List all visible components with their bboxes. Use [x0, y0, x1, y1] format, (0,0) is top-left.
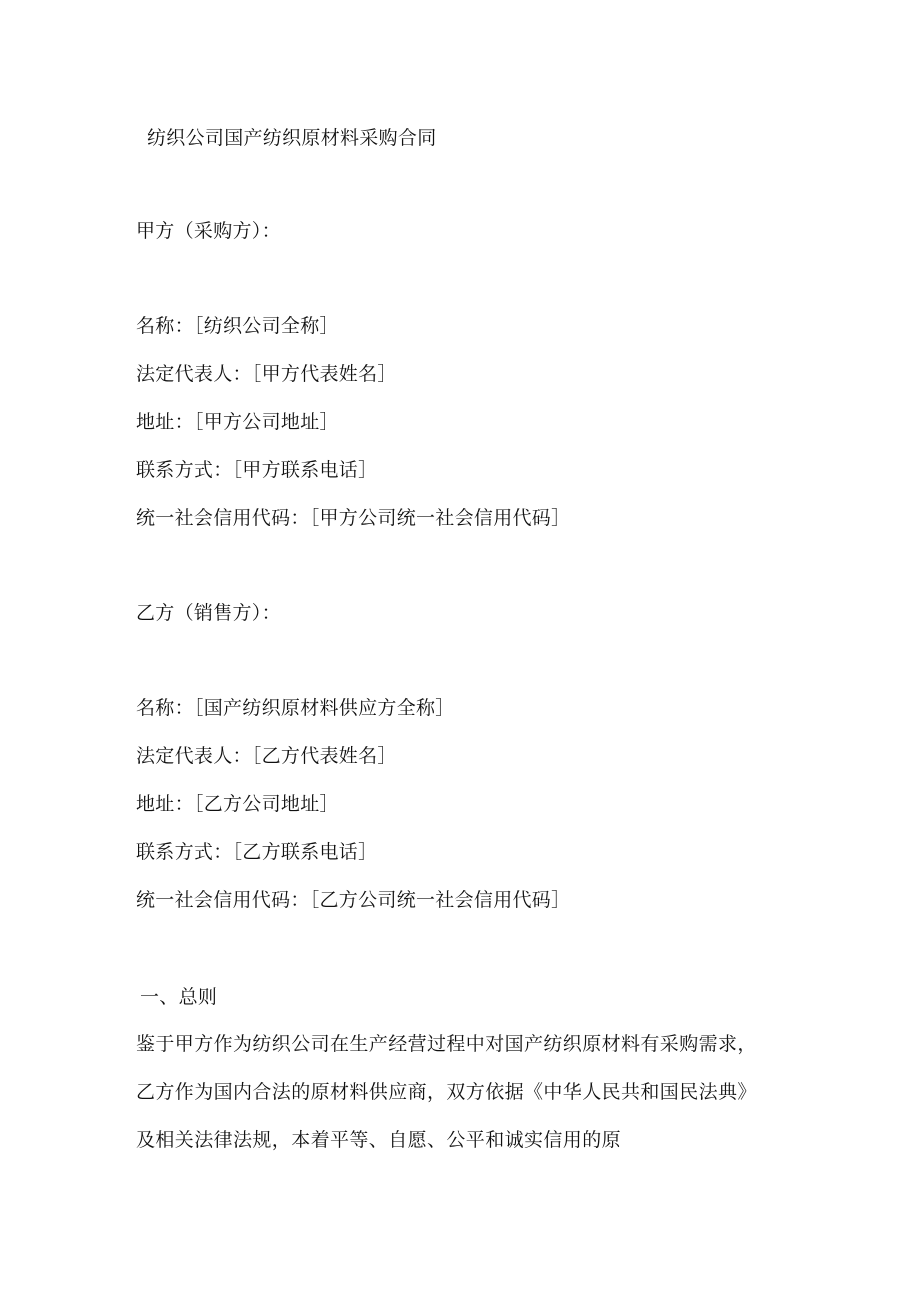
party-b-name: 名称：［国产纺织原材料供应方全称］ — [136, 697, 455, 719]
party-a-heading: 甲方（采购方）： — [136, 220, 281, 242]
party-a-contact: 联系方式：［甲方联系电话］ — [136, 459, 378, 481]
party-a-credit-code: 统一社会信用代码：［甲方公司统一社会信用代码］ — [136, 507, 571, 529]
section-1-heading: 一、总则 — [140, 986, 218, 1008]
party-b-credit-code: 统一社会信用代码：［乙方公司统一社会信用代码］ — [136, 889, 571, 911]
party-a-name: 名称：［纺织公司全称］ — [136, 315, 339, 337]
party-a-representative: 法定代表人：［甲方代表姓名］ — [136, 363, 397, 385]
party-b-address: 地址：［乙方公司地址］ — [136, 793, 339, 815]
document-title: 纺织公司国产纺织原材料采购合同 — [147, 127, 437, 149]
party-b-contact: 联系方式：［乙方联系电话］ — [136, 841, 378, 863]
party-a-address: 地址：［甲方公司地址］ — [136, 411, 339, 433]
party-b-heading: 乙方（销售方）： — [136, 602, 281, 624]
party-b-representative: 法定代表人：［乙方代表姓名］ — [136, 745, 397, 767]
paragraph-line: 鉴于甲方作为纺织公司在生产经营过程中对国产纺织原材料有采购需求， — [136, 1033, 757, 1055]
paragraph-line: 及相关法律法规，本着平等、自愿、公平和诚实信用的原 — [136, 1129, 622, 1151]
paragraph-line: 乙方作为国内合法的原材料供应商，双方依据《中华人民共和国民法典》 — [136, 1081, 757, 1103]
